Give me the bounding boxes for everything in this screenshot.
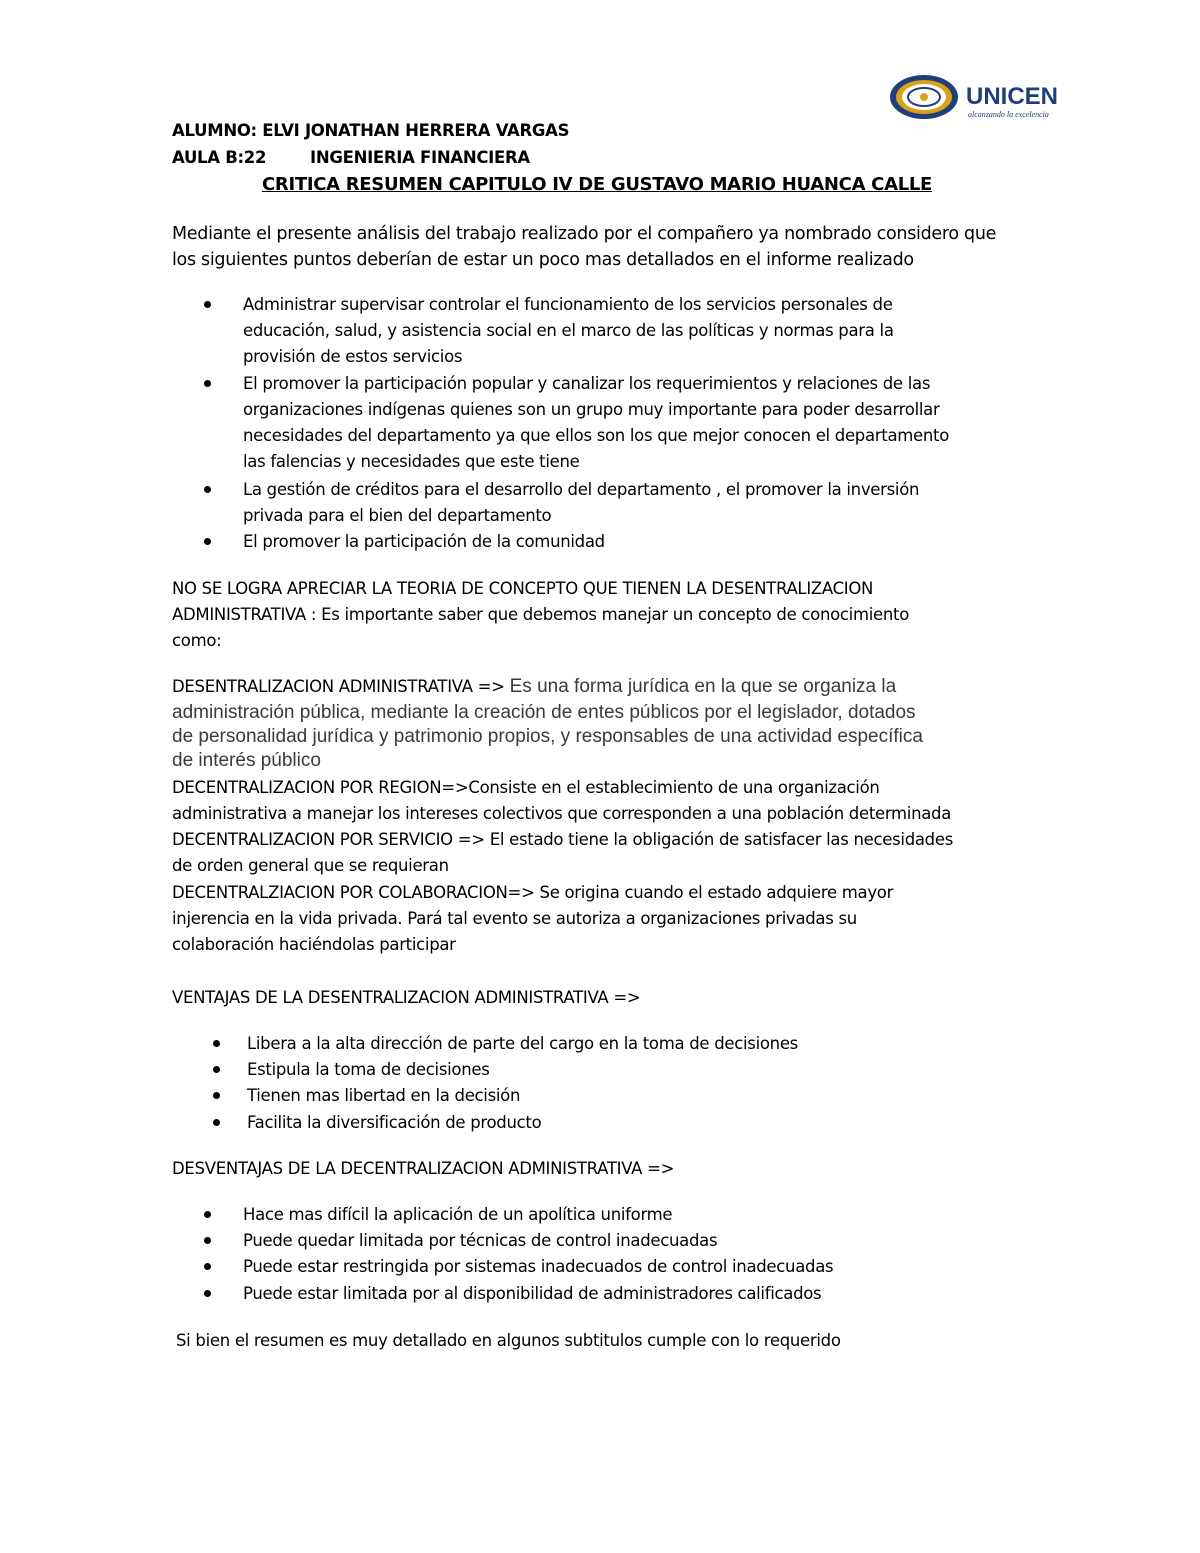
bullet-icon	[204, 1290, 211, 1297]
document-title: CRITICA RESUMEN CAPITULO IV DE GUSTAVO MARIO HUANCA CALLE	[262, 174, 933, 195]
def1-lead: DESENTRALIZACION ADMINISTRATIVA =>	[172, 677, 510, 696]
desventaja-item-4: Puede estar limitada por al disponibilidad de administradores calificados	[243, 1284, 822, 1303]
list1-item2-line4: las falencias y necesidades que este tiene	[243, 452, 580, 471]
bullet-icon	[204, 538, 211, 545]
bullet-icon	[213, 1040, 220, 1047]
def-line-2: administrativa a manejar los intereses colectivos que corresponden a una población determinada	[172, 804, 952, 823]
bullet-icon	[204, 486, 211, 493]
def1-line-1	[172, 676, 896, 698]
bullet-icon	[213, 1119, 220, 1126]
def1-line-4: de interés público	[172, 750, 321, 771]
def1-text-1: Es una forma jurídica en la que se organiza la	[509, 676, 897, 697]
desventaja-item-3: Puede estar restringida por sistemas inadecuados de control inadecuadas	[243, 1257, 834, 1276]
ventajas-title: VENTAJAS DE LA DESENTRALIZACION ADMINISTRATIVA =>	[172, 988, 641, 1007]
def-line-4: de orden general que se requieran	[172, 856, 449, 875]
def-line-7: colaboración haciéndolas participar	[172, 935, 456, 954]
def-line-5: DECENTRALZIACION POR COLABORACION=> Se origina cuando el estado adquiere mayor	[172, 883, 894, 902]
desventajas-title: DESVENTAJAS DE LA DECENTRALIZACION ADMINISTRATIVA =>	[172, 1159, 675, 1178]
bullet-icon	[204, 1211, 211, 1218]
conclusion: Si bien el resumen es muy detallado en algunos subtitulos cumple con lo requerido	[176, 1331, 841, 1350]
list1-item2-line1: El promover la participación popular y canalizar los requerimientos y relaciones de las	[243, 374, 931, 393]
para2-line-3: como:	[172, 631, 222, 650]
logo-tagline: alcanzando la excelencia	[968, 110, 1049, 119]
aula-label: AULA B:22	[172, 148, 267, 167]
def1-line-2: administración pública, mediante la creación de entes públicos por el legislador, dotados	[172, 702, 916, 723]
bullet-icon	[204, 380, 211, 387]
list1-item4-line1: El promover la participación de la comunidad	[243, 532, 605, 551]
intro-line-1: Mediante el presente análisis del trabajo realizado por el compañero ya nombrado considero que	[172, 224, 997, 244]
desventaja-item-2: Puede quedar limitada por técnicas de control inadecuadas	[243, 1231, 718, 1250]
logo-name: UNICEN	[966, 83, 1059, 110]
para2-line-2: ADMINISTRATIVA : Es importante saber que debemos manejar un concepto de conocimiento	[172, 605, 909, 624]
list1-item1-line2: educación, salud, y asistencia social en el marco de las políticas y normas para la	[243, 321, 894, 340]
bullet-icon	[213, 1066, 220, 1073]
list1-item2-line2: organizaciones indígenas quienes son un grupo muy importante para poder desarrollar	[243, 400, 940, 419]
ventaja-item-3: Tienen mas libertad en la decisión	[247, 1086, 521, 1105]
bullet-icon	[204, 1263, 211, 1270]
desventaja-item-1: Hace mas difícil la aplicación de un apolítica uniforme	[243, 1205, 673, 1224]
def-line-3: DECENTRALIZACION POR SERVICIO => El estado tiene la obligación de satisfacer las necesidades	[172, 830, 954, 849]
bullet-icon	[204, 1237, 211, 1244]
def1-line-3: de personalidad jurídica y patrimonio propios, y responsables de una actividad específica	[172, 726, 923, 747]
bullet-icon	[204, 301, 211, 308]
alumno-line: ALUMNO: ELVI JONATHAN HERRERA VARGAS	[172, 121, 570, 140]
list1-item3-line1: La gestión de créditos para el desarrollo del departamento , el promover la inversión	[243, 480, 920, 499]
list1-item2-line3: necesidades del departamento ya que ellos son los que mejor conocen el departamento	[243, 426, 950, 445]
intro-line-2: los siguientes puntos deberían de estar un poco mas detallados en el informe realizado	[172, 250, 914, 270]
list1-item1-line1: Administrar supervisar controlar el funcionamiento de los servicios personales de	[243, 295, 893, 314]
para2-line-1: NO SE LOGRA APRECIAR LA TEORIA DE CONCEPTO QUE TIENEN LA DESENTRALIZACION	[172, 579, 874, 598]
unicen-logo	[888, 72, 1070, 122]
ventaja-item-1: Libera a la alta dirección de parte del cargo en la toma de decisiones	[247, 1034, 798, 1053]
def-line-6: injerencia en la vida privada. Pará tal evento se autoriza a organizaciones privadas su	[172, 909, 857, 928]
ventaja-item-4: Facilita la diversificación de producto	[247, 1113, 542, 1132]
carrera-label: INGENIERIA FINANCIERA	[310, 148, 530, 167]
bullet-icon	[213, 1092, 220, 1099]
ventaja-item-2: Estipula la toma de decisiones	[247, 1060, 490, 1079]
def-line-1: DECENTRALIZACION POR REGION=>Consiste en el establecimiento de una organización	[172, 778, 880, 797]
list1-item1-line3: provisión de estos servicios	[243, 347, 463, 366]
list1-item3-line2: privada para el bien del departamento	[243, 506, 552, 525]
